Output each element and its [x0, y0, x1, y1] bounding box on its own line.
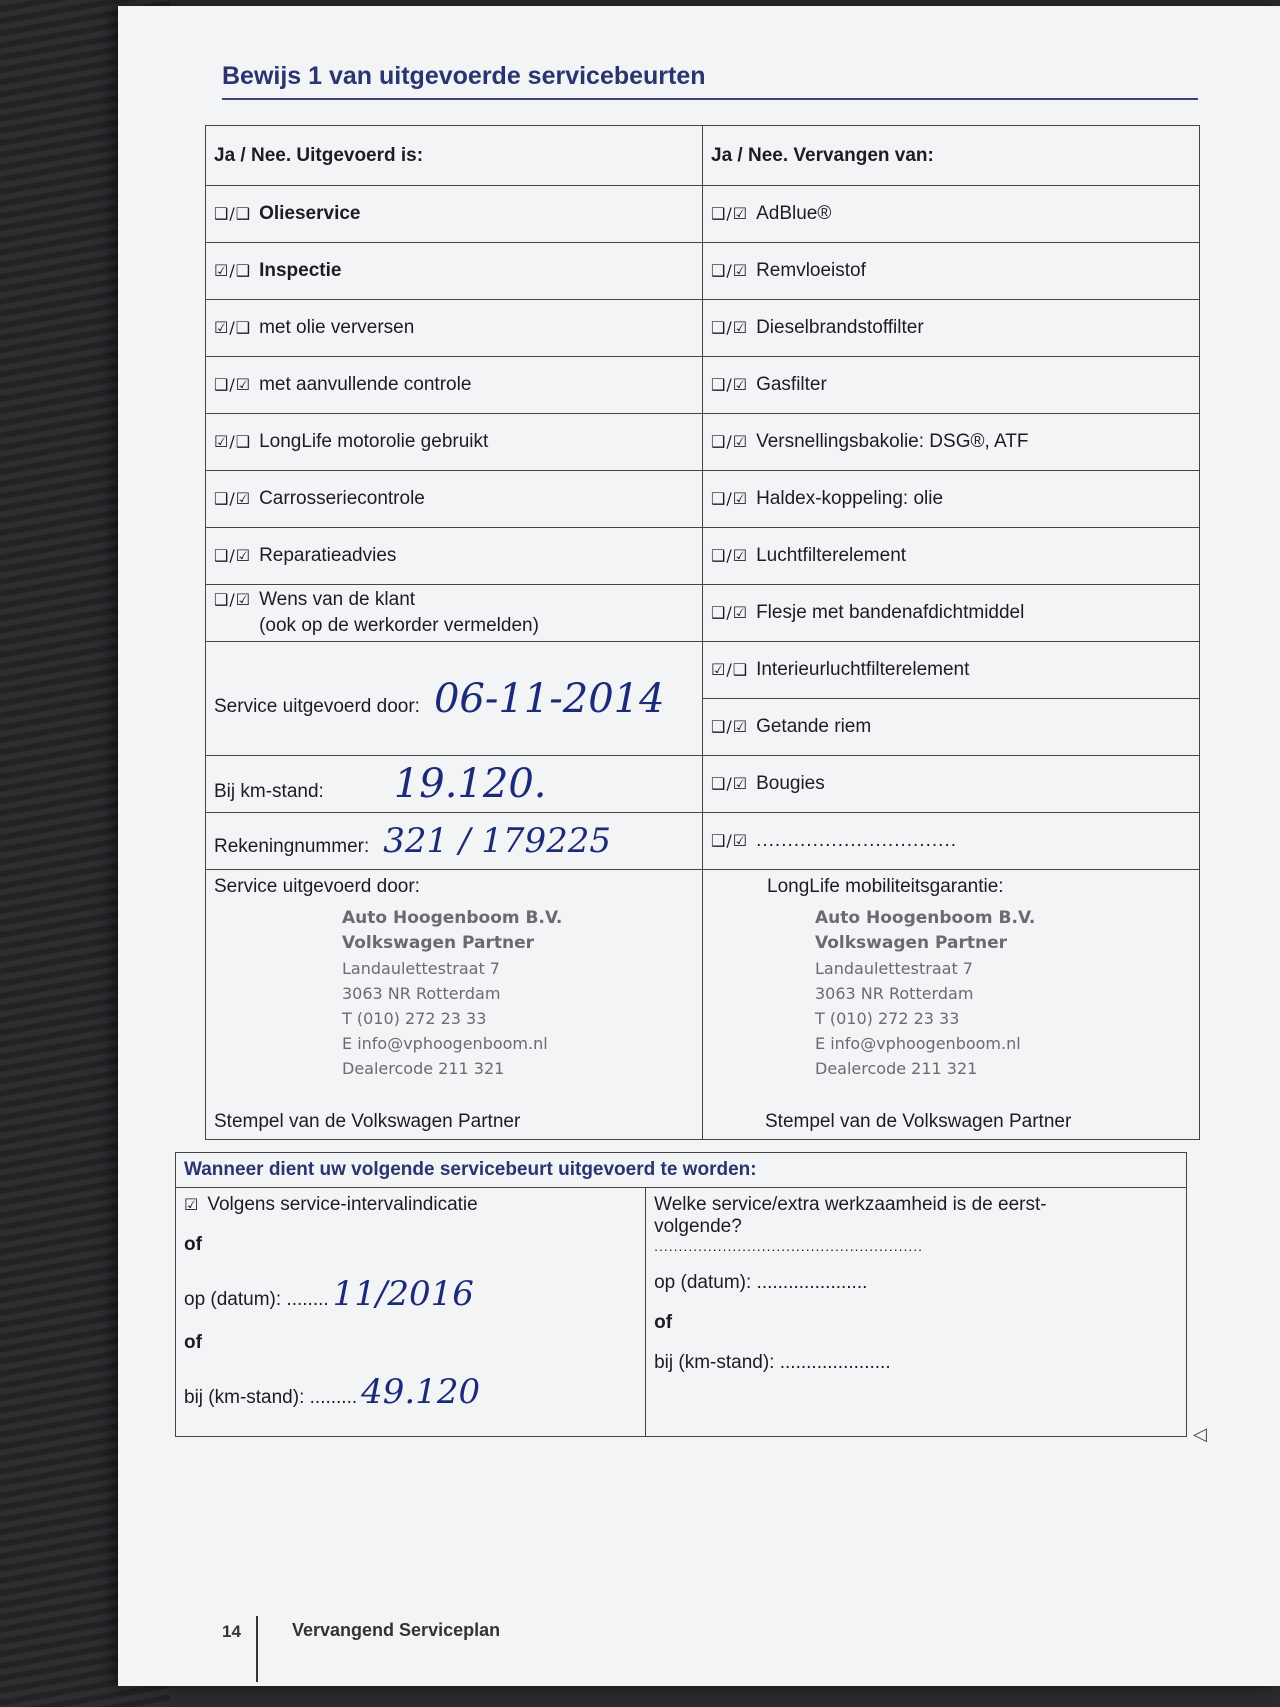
checkbox-icon: ❑/☑	[214, 375, 252, 394]
page-number: 14	[222, 1622, 241, 1641]
service-date-handwritten: 06-11-2014	[433, 675, 665, 722]
dealer-stamp: Auto Hoogenboom B.V. Volkswagen Partner Landaulettestraat 7 3063 NR Rotterdam T (010) 272 23 33 E info@vphoogenboom.nl Dealercode 211 321	[815, 908, 1036, 1078]
next-date-label-right: op (datum): .....................	[654, 1272, 868, 1293]
guarantee-label: LongLife mobiliteitsgarantie:	[767, 876, 1004, 897]
left-item: ☑/❑ met olie verversen	[206, 300, 703, 357]
invoice-cell	[206, 813, 703, 870]
right-item: ❑/☑ Getande riem	[703, 699, 1200, 756]
checkbox-icon: ❑/☑	[711, 204, 749, 223]
right-item: ❑/☑ Luchtfilterelement	[703, 528, 1200, 585]
next-service-heading: Wanneer dient uw volgende servicebeurt uitgevoerd te worden:	[176, 1153, 1187, 1188]
left-item: ❑/☑ Reparatieadvies	[206, 528, 703, 585]
next-km-label-right: bij (km-stand): .....................	[654, 1352, 891, 1373]
checkbox-icon: ❑/☑	[214, 546, 252, 565]
page-marker-icon: ◁	[1193, 1424, 1207, 1445]
dealer-stamp: Auto Hoogenboom B.V. Volkswagen Partner Landaulettestraat 7 3063 NR Rotterdam T (010) 272 23 33 E info@vphoogenboom.nl Dealercode 211 321	[342, 908, 563, 1078]
checkbox-icon: ❑/☑	[711, 774, 749, 793]
right-item: ❑/☑ Haldex-koppeling: olie	[703, 471, 1200, 528]
right-item: ❑/☑ Bougies	[703, 756, 1200, 813]
service-record-table	[205, 125, 1200, 1140]
checkbox-icon: ❑/☑	[214, 590, 252, 609]
right-col-header: Ja / Nee. Vervangen van:	[703, 126, 1200, 186]
checkbox-icon: ☑/❑	[214, 318, 252, 337]
km-handwritten: 19.120.	[393, 761, 547, 807]
next-date-handwritten: 11/2016	[332, 1274, 474, 1314]
checkbox-icon: ❑/☑	[711, 489, 749, 508]
left-stamp-cell	[206, 870, 703, 1140]
right-item: ❑/☑ Remvloeistof	[703, 243, 1200, 300]
footer-title: Vervangend Serviceplan	[292, 1620, 501, 1640]
invoice-label: Rekeningnummer:	[214, 836, 370, 857]
left-item: ❑/☑ Wens van de klant (ook op de werkorder vermelden)	[206, 585, 703, 642]
performed-by-label: Service uitgevoerd door:	[214, 876, 420, 897]
next-km-handwritten: 49.120	[361, 1372, 481, 1412]
next-service-right: Welke service/extra werkzaamheid is de eerst-volgende? ....................................................... op (datum): ..................... of bij (km-stand): .....................	[646, 1188, 1187, 1437]
left-item: ❑/☑ met aanvullende controle	[206, 357, 703, 414]
right-item: ❑/☑ Gasfilter	[703, 357, 1200, 414]
right-item: ❑/☑ Flesje met bandenafdichtmiddel	[703, 585, 1200, 642]
left-item: ❑/❑ Olieservice	[206, 186, 703, 243]
next-km-label: bij (km-stand): .........	[184, 1387, 358, 1408]
interval-option: Volgens service-intervalindicatie	[207, 1194, 478, 1215]
checkbox-icon: ❑/☑	[711, 375, 749, 394]
right-item: ❑/☑ ................................	[703, 813, 1200, 870]
checkbox-icon: ☑/❑	[214, 432, 252, 451]
footer-divider	[256, 1616, 258, 1682]
left-item: ☑/❑ Inspectie	[206, 243, 703, 300]
checkbox-icon: ❑/☑	[711, 318, 749, 337]
next-date-label: op (datum): ........	[184, 1289, 329, 1310]
checkbox-icon: ☑	[184, 1195, 200, 1214]
page-title: Bewijs 1 van uitgevoerde servicebeurten	[222, 62, 706, 90]
checkbox-icon: ❑/☑	[711, 603, 749, 622]
left-col-header: Ja / Nee. Uitgevoerd is:	[206, 126, 703, 186]
checkbox-icon: ❑/❑	[214, 204, 252, 223]
left-item: ☑/❑ LongLife motorolie gebruikt	[206, 414, 703, 471]
right-item: ❑/☑ Versnellingsbakolie: DSG®, ATF	[703, 414, 1200, 471]
title-rule	[222, 98, 1198, 100]
km-cell	[206, 756, 703, 813]
checkbox-icon: ❑/☑	[711, 831, 749, 850]
checkbox-icon: ☑/❑	[214, 261, 252, 280]
service-date-label: Service uitgevoerd door:	[214, 695, 420, 717]
service-date-cell	[206, 642, 703, 756]
checkbox-icon: ❑/☑	[711, 546, 749, 565]
stamp-caption: Stempel van de Volkswagen Partner	[214, 1111, 521, 1132]
checkbox-icon: ❑/☑	[711, 717, 749, 736]
checkbox-icon: ❑/☑	[711, 261, 749, 280]
next-service-left: ☑ Volgens service-intervalindicatie of op (datum): ........ 11/2016 of bij (km-stand): ......... 49.120	[176, 1188, 646, 1437]
next-service-question: Welke service/extra werkzaamheid is de eerst-volgende?	[654, 1194, 1047, 1237]
km-label: Bij km-stand:	[214, 781, 324, 802]
checkbox-icon: ❑/☑	[711, 432, 749, 451]
right-stamp-cell	[703, 870, 1200, 1140]
checkbox-icon: ☑/❑	[711, 660, 749, 679]
right-item: ☑/❑ Interieurluchtfilterelement	[703, 642, 1200, 699]
invoice-handwritten: 321 / 179225	[383, 821, 612, 861]
left-item: ❑/☑ Carrosseriecontrole	[206, 471, 703, 528]
right-item: ❑/☑ Dieselbrandstoffilter	[703, 300, 1200, 357]
stamp-caption: Stempel van de Volkswagen Partner	[765, 1111, 1072, 1132]
checkbox-icon: ❑/☑	[214, 489, 252, 508]
next-service-table	[175, 1152, 1187, 1437]
right-item: ❑/☑ AdBlue®	[703, 186, 1200, 243]
